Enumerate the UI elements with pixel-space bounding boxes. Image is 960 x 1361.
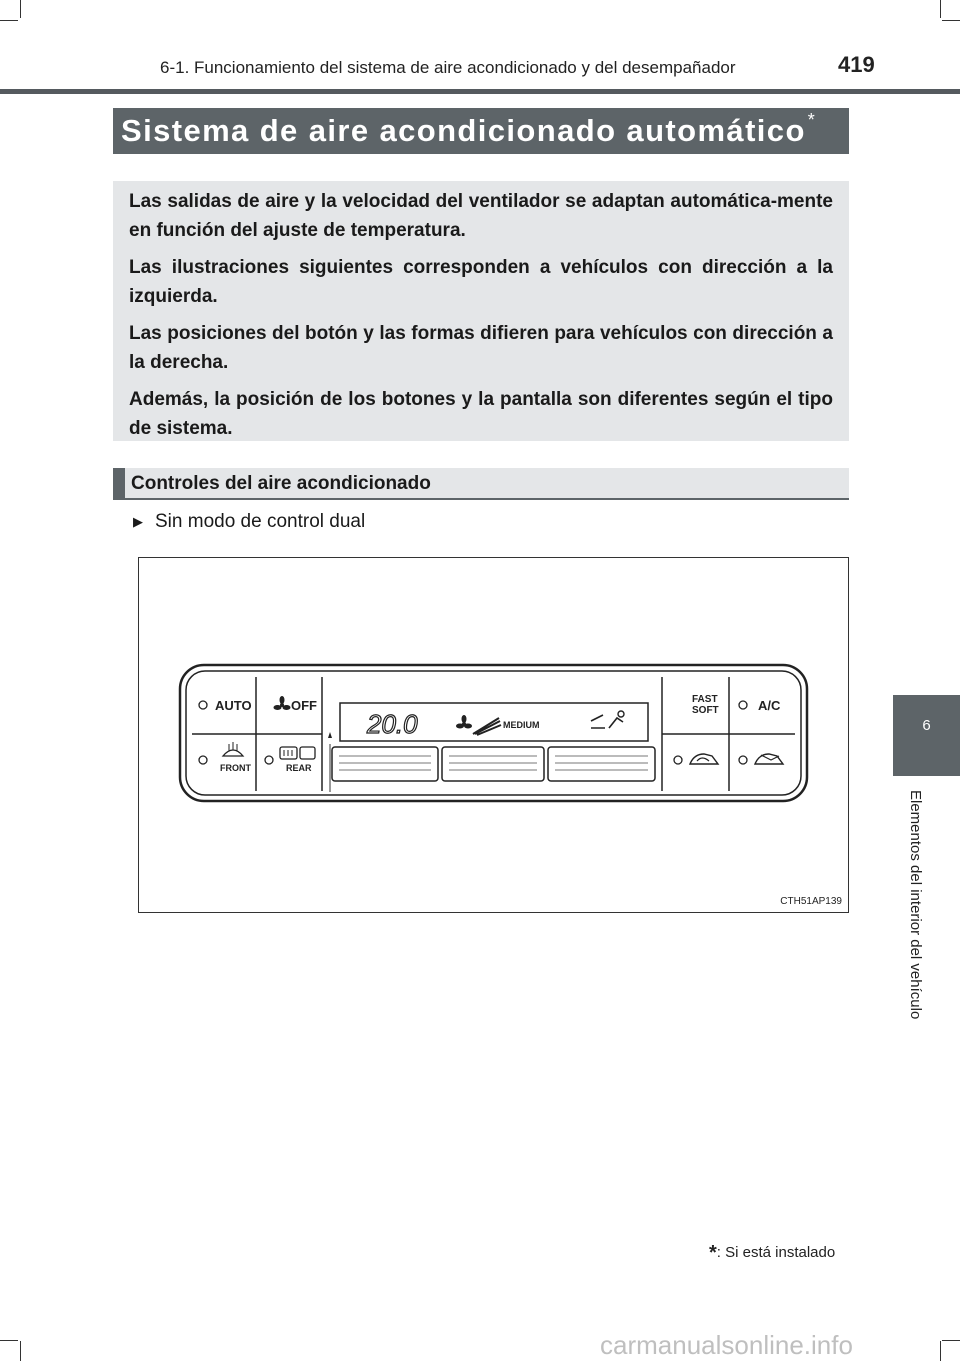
watermark: carmanualsonline.info — [600, 1330, 853, 1360]
front-defroster-button[interactable] — [199, 742, 251, 773]
climate-control-panel-illustration — [139, 558, 848, 912]
bullet-text: Sin modo de control dual — [155, 511, 366, 532]
crop-mark — [20, 1341, 21, 1361]
temperature-readout: 20.0 — [367, 709, 418, 739]
crop-mark — [0, 1340, 18, 1341]
fast-label: FAST — [692, 694, 718, 705]
fan-icon — [274, 696, 291, 710]
recirculation-button[interactable] — [674, 754, 718, 764]
crop-mark — [942, 20, 960, 21]
soft-label: SOFT — [692, 705, 719, 716]
section-title: Sistema de aire acondicionado automático — [121, 113, 806, 148]
intro-paragraph: Las ilustraciones siguientes corresponden a vehículos con dirección a la izquierda. — [129, 257, 833, 307]
intro-paragraph: Las posiciones del botón y las formas difieren para vehículos con dirección a la derecha. — [129, 323, 833, 373]
center-air-vents — [332, 747, 655, 781]
mirror-heater-icon — [300, 747, 315, 759]
header-rule — [0, 89, 960, 94]
bullet-item — [133, 511, 365, 533]
footnote — [709, 1240, 835, 1263]
panel-inner-frame — [186, 671, 801, 795]
crop-mark — [942, 1340, 960, 1341]
section-asterisk: * — [807, 109, 817, 130]
rear-defogger-button[interactable] — [265, 747, 315, 773]
subsection-heading: Controles del aire acondicionado — [113, 468, 849, 500]
car-recirculation-icon — [690, 754, 718, 764]
fast-soft-button[interactable] — [692, 694, 719, 716]
footnote-asterisk: * — [709, 1242, 717, 1264]
ac-button[interactable] — [739, 698, 781, 713]
crop-mark — [20, 0, 21, 18]
front-label: FRONT — [220, 763, 251, 773]
intro-paragraph: Las salidas de aire y la velocidad del ventilador se adaptan automática-mente en función del ajuste de temperatura. — [129, 191, 833, 241]
intro-paragraph: Además, la posición de los botones y la pantalla son diferentes según el tipo de sistema. — [129, 389, 833, 439]
figure-code: CTH51AP139 — [780, 896, 842, 907]
auto-label: AUTO — [215, 698, 252, 713]
figure-frame — [138, 557, 849, 913]
bullet-arrow-icon: ▶ — [133, 514, 143, 529]
fan-speed-icon — [456, 715, 501, 735]
chapter-tab: 6 — [893, 695, 960, 776]
off-label: OFF — [291, 698, 317, 713]
airflow-mode-icon — [591, 711, 624, 728]
crop-mark — [0, 20, 18, 21]
chapter-title: 6-1. Funcionamiento del sistema de aire acondicionado y del desempañador — [160, 58, 736, 77]
fan-mode-label: MEDIUM — [503, 720, 540, 730]
outside-air-button[interactable] — [739, 754, 783, 764]
windshield-defrost-icon — [223, 750, 243, 756]
auto-button[interactable] — [199, 698, 252, 713]
fan-off-button[interactable] — [274, 696, 318, 713]
crop-mark — [940, 1341, 941, 1361]
page-number: 419 — [838, 52, 875, 77]
section-title-banner — [113, 108, 849, 154]
chapter-side-label: Elementos del interior del vehículo — [907, 790, 924, 1020]
intro-box — [113, 181, 849, 441]
footnote-text: : Si está instalado — [716, 1244, 836, 1261]
ac-label: A/C — [758, 698, 781, 713]
crop-mark — [940, 0, 941, 18]
rear-label: REAR — [286, 763, 312, 773]
